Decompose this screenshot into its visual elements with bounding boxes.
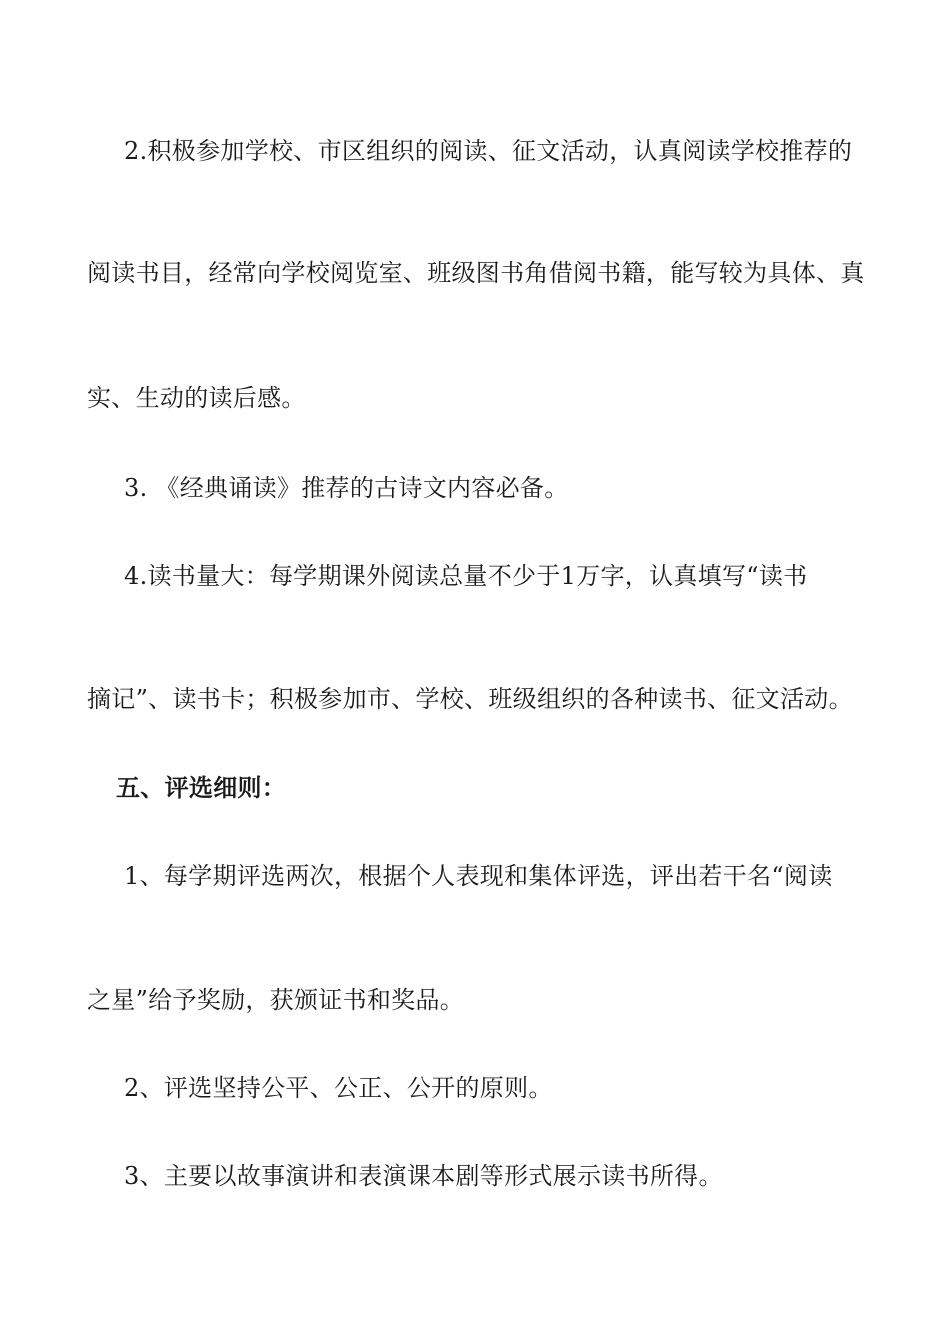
rule-item-1-line-1: 1、每学期评选两次，根据个人表现和集体评选，评出若干名“阅读 <box>124 862 833 890</box>
rule-item-3: 3、主要以故事演讲和表演课本剧等形式展示读书所得。 <box>124 1162 723 1190</box>
paragraph-item-2-line-2: 阅读书目，经常向学校阅览室、班级图书角借阅书籍，能写较为具体、真 <box>87 259 865 287</box>
paragraph-item-4-line-1: 4.读书量大：每学期课外阅读总量不少于1万字，认真填写“读书 <box>124 562 808 590</box>
paragraph-item-4-line-2: 摘记”、读书卡；积极参加市、学校、班级组织的各种读书、征文活动。 <box>87 685 853 713</box>
rule-item-1-line-2: 之星”给予奖励，获颁证书和奖品。 <box>87 986 465 1014</box>
paragraph-item-2-line-1: 2.积极参加学校、市区组织的阅读、征文活动，认真阅读学校推荐的 <box>124 137 853 165</box>
paragraph-item-3: 3. 《经典诵读》推荐的古诗文内容必备。 <box>124 474 569 502</box>
section-heading: 五、评选细则： <box>116 773 287 802</box>
paragraph-item-2-line-3: 实、生动的读后感。 <box>87 384 306 412</box>
rule-item-2: 2、评选坚持公平、公正、公开的原则。 <box>124 1074 553 1102</box>
